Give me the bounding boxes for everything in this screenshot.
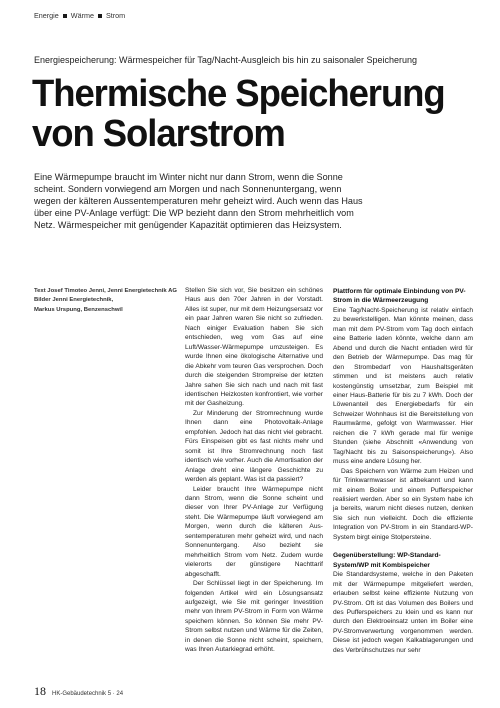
separator-square-icon xyxy=(63,14,67,18)
nav-item-energie[interactable]: Energie xyxy=(34,11,59,20)
body-paragraph: Der Schlüssel liegt in der Speicherung. Im folgenden Artikel wird ein Lösungsansatz aufgezeigt, wie Sie mit geringer Investition mehr von Ihrem PV-Strom in Form von Wärme speichern können. So können Sie mehr PV-Strom selbst nutzen und Wärme für die Zeiten, in denen die Sonne nicht scheint, speichern, was Ihren Autarkiegrad erhöht. xyxy=(185,580,323,654)
body-column-middle xyxy=(185,286,323,655)
credit-images: Bilder Jenni Energietechnik, xyxy=(34,297,114,304)
credit-text: Text Josef Timoteo Jenni, Jenni Energietechnik AG xyxy=(34,288,177,294)
body-paragraph: Zur Minderung der Stromrechnung wurde Ihnen dann eine Photovoltaik-Anlage empfohlen. Jedoch hat das nicht viel gebracht. Fürs Einspeisen gibt es fast nichts mehr und somit ist Ihre Stromrechnung noch fast identisch wie vorher. Auch die Amortisation der Anlage dreht eine längere Geschichte zu werden als geplant. Was ist da passiert? xyxy=(185,409,323,484)
body-paragraph: Stellen Sie sich vor, Sie besitzen ein schönes Haus aus den 70er Jahren in der Vorstadt. Alles ist super, nur mit dem Heizungsersatz vor ein paar Jahren waren Sie nicht so zufrieden. Nach einiger Evaluation haben Sie sich entschieden, weg vom Gas auf eine Luft/Wasser-Wärmepumpe umzusteigen. Es wurde Ihnen eine ökologische Alternative und die Abkehr vom teuren Gas versprochen. Doch durch die steigenden Strompreise der letzten Jahre sahen Sie sich nach und nach mit fast identischen Heizkosten konfrontiert, wie vorher mit der Gasheizung. xyxy=(185,287,323,408)
credit-images-2: Markus Urspung, Benzenschwil xyxy=(34,306,123,313)
body-paragraph: Die Standardsysteme, welche in den Paketen mit der Wärmepumpe mitgeliefert werden, erlauben selbst keine effiziente Nutzung von PV-Strom. Oft ist das Volumen des Boilers und des Pufferspeichers zu klein und es kann nur durch den Elektroeinsatz unten im Boiler eine PV-Stromverwertung vorgenommen werden. Diese ist jedoch wegen Kalkablagerungen und des Verbrühschutzes nur sehr xyxy=(333,571,473,654)
article-headline xyxy=(32,74,464,154)
nav-item-waerme[interactable]: Wärme xyxy=(70,11,94,20)
separator-square-icon xyxy=(98,14,102,18)
headline-line-2: von Solarstrom xyxy=(32,113,285,155)
breadcrumb-nav xyxy=(34,11,125,20)
page-number: 18 xyxy=(34,684,46,698)
nav-item-strom[interactable]: Strom xyxy=(105,11,126,20)
body-paragraph: Eine Tag/Nacht-Speicherung ist relativ einfach zu bewerkstelligen. Man könnte meinen, dass man mit dem PV-Strom vom Tag doch einfach eine Batterie laden könnte, welche dann am Abend und durch die Nacht entladen wird für den Betrieb der Wärmepumpe. Das mag für den Strombedarf von Haushaltsgeräten stimmen und ist meistens auch relativ kostengünstig umsetzbar, zum Beispiel mit einer Haus-Batterie für bis zu 7 kWh. Doch der Löwenanteil des Energiebedarfs für ein Schweizer Wohnhaus ist die Bereitstellung von Raumwärme, gefolgt von Warmwasser. Hier reichen die 7 kWh gerade mal für wenige Stunden (siehe Abschnitt «Anwendung von Tag/Nacht bis zu Saisonspeicherung»). Also muss eine andere Lösung her. xyxy=(333,306,473,466)
headline-line-1: Thermische Speicherung xyxy=(32,73,445,115)
body-column-right xyxy=(333,287,473,655)
section-heading: Plattform für optimale Einbindung von PV-Strom in die Wärmeerzeugung xyxy=(333,288,466,305)
body-paragraph: Leider braucht Ihre Wärmepumpe nicht dann Strom, wenn die Sonne scheint und dieser von Ihrer PV-Anlage zur Verfügung steht. Die Wärmepumpe läuft vorwiegend am Morgen, wenn durch die kälteren Aussentemperaturen mehr geheizt wird, und nach Sonnenuntergang. Also bezieht sie mehrheitlich Strom vom Netz. Zudem wurde vielerorts der günstigere Nachttarif abgeschafft. xyxy=(185,485,323,578)
section-heading: Gegenüberstellung: WP-Standard-System/WP mit Kombispeicher xyxy=(333,552,441,569)
publication-name: HK-Gebäudetechnik 5 · 24 xyxy=(52,691,124,697)
body-paragraph: Das Speichern von Wärme zum Heizen und für Trinkwarmwasser ist altbekannt und kann mit einem Boiler und einem Pufferspeicher realisiert werden. Aber so ein System habe ich ja bereits, warum nicht dieses nutzen, denken Sie sich nun vielleicht. Doch die effiziente Integration von PV-Strom in ein Standard-WP-System birgt einige Stolpersteine. xyxy=(333,467,473,541)
article-lead: Eine Wärmepumpe braucht im Winter nicht nur dann Strom, wenn die Sonne scheint. Sondern vorwiegend am Morgen und nach Sonnenuntergang, wenn wegen der kälteren Aussentemperaturen mehr geheizt wird. Auch wenn das Haus über eine PV-Anlage verfügt: Die WP bezieht dann den Strom mehrheitlich vom Netz. Wärmespeicher mit genügender Kapazität optimieren das Heizsystem. xyxy=(34,172,363,231)
author-credits xyxy=(34,287,179,315)
article-kicker: Energiespeicherung: Wärmespeicher für Tag/Nacht-Ausgleich bis hin zu saisonaler Speicherung xyxy=(34,55,418,65)
page-footer xyxy=(34,684,123,699)
